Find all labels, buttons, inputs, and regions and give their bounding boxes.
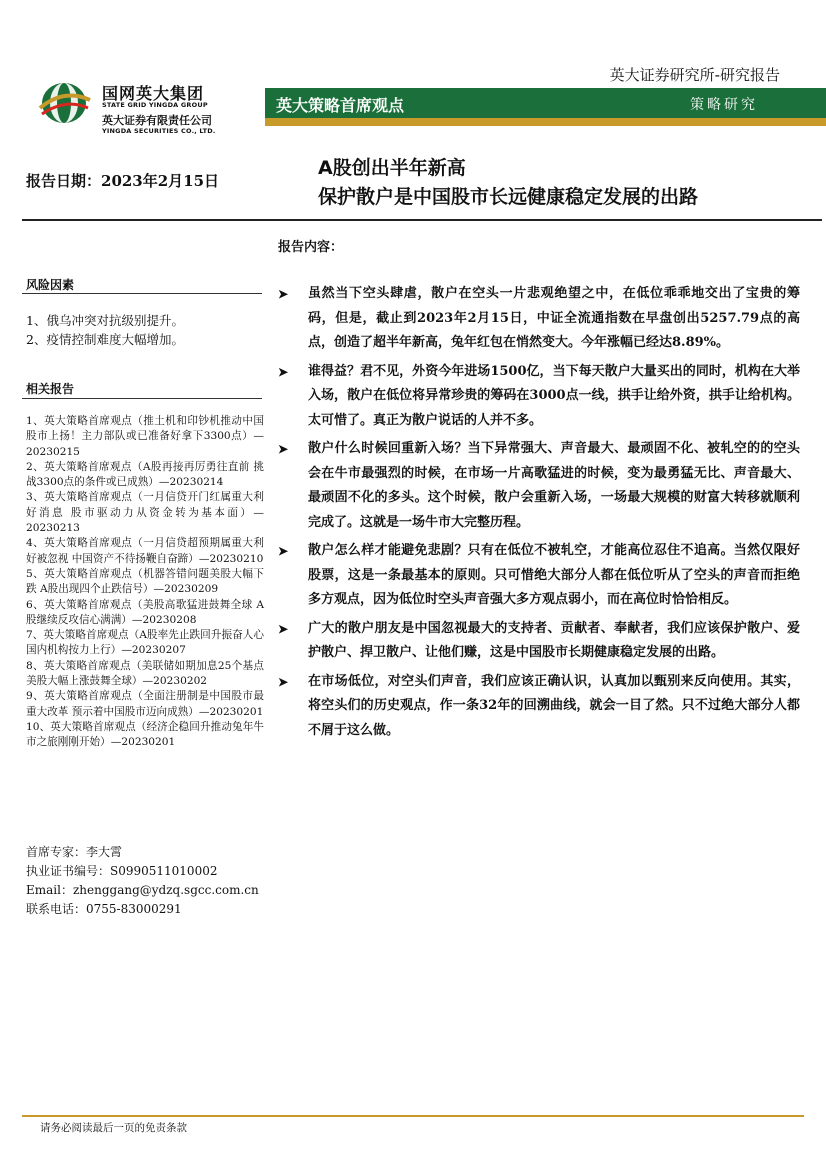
report-date: 报告日期：2023年2月15日 [26,172,220,190]
paragraph-text: 散户怎么样才能避免悲剧？只有在低位不被轧空，才能高位忍住不追高。当然仅限好股票，这是一条最基本的原则。只可惜绝大部分人都在低位听从了空头的声音而拒绝多方观点，因为低位时空头声音强大多方观点弱小，而在高位时恰恰相反。 [308,543,800,607]
contact-block [26,843,259,919]
arrow-bullet-icon: ➤ [278,442,289,456]
content-paragraph [278,282,800,356]
risk-divider [22,293,262,294]
banner-category: 策略研究 [690,97,758,113]
title-divider [22,219,822,221]
paragraph-text: 虽然当下空头肆虐，散户在空头一片悲观绝望之中，在低位乖乖地交出了宝贵的筹码，但是，截止到2023年2月15日，中证全流通指数在早盘创出5257.79点的高点，创造了超半年新高，兔年红包在悄然变大。今年涨幅已经达8.89%。 [308,286,800,350]
paragraph-text: 谁得益？君不见，外资今年进场1500亿，当下每天散户大量买出的同时，机构在大举入场，散户在低位将异常珍贵的筹码在3000点一线，拱手让给外资，拱手让给机构。太可惜了。真正为散户说话的人并不多。 [308,363,800,428]
report-title-line2: 保护散户是中国股市长远健康稳定发展的出路 [318,186,699,208]
company-name-en: YINGDA SECURITIES CO., LTD. [102,127,216,135]
paragraph-text: 在市场低位，对空头们声音，我们应该正确认识，认真加以甄别来反向使用。其实，将空头们的历史观点，作一条32年的回溯曲线，就会一目了然。只不过绝大部分人都不屑于这么做。 [308,673,800,738]
arrow-bullet-icon: ➤ [278,544,289,558]
logo-name-en: STATE GRID YINGDA GROUP [102,101,208,109]
company-logo [36,78,96,128]
footer-divider [22,1115,804,1117]
related-report-item: 2、英大策略首席观点（A股再接再厉勇往直前 挑战3300点的条件或已成熟）—20230214 [26,460,264,489]
contact-email: Email：zhenggang@ydzq.sgcc.com.cn [26,883,259,897]
related-report-list [26,414,264,751]
arrow-bullet-icon: ➤ [278,674,289,689]
institute-label: 英大证券研究所-研究报告 [609,66,780,84]
content-heading: 报告内容： [278,240,344,255]
risk-item: 1、俄乌冲突对抗级别提升。 [26,313,184,328]
related-report-item: 4、英大策略首席观点（一月信贷超预期属重大利好被忽视 中国资产不待扬鞭自奋蹄）—20230210 [26,537,264,565]
chief-expert: 首席专家：李大霄 [26,845,123,859]
related-report-item: 8、英大策略首席观点（美联储如期加息25个基点 美股大幅上涨鼓舞全球）—20230202 [26,659,264,688]
paragraph-text: 散户什么时候回重新入场？当下异常强大、声音最大、最顽固不化、被轧空的的空头会在牛市最强烈的时候，在市场一片高歌猛进的时候，变为最勇猛无比、声音最大、最顽固不化的多头。这个时候，散户会重新入场，一场最大规模的财富大转移就顺利完成了。这就是一场牛市大完整历程。 [308,441,800,530]
related-report-item: 6、英大策略首席观点（美股高歌猛进鼓舞全球 A股继续反攻信心满满）—20230208 [26,598,264,626]
risk-item: 2、疫情控制难度大幅增加。 [26,332,184,347]
content-paragraph [278,437,800,535]
contact-phone: 联系电话：0755-83000291 [26,902,182,916]
related-report-item: 5、英大策略首席观点（机器答错问题美股大幅下跌 A股出现四个止跌信号）—20230209 [26,567,264,596]
arrow-bullet-icon: ➤ [278,287,289,301]
report-title-line1: A股创出半年新高 [318,157,466,179]
related-report-item: 3、英大策略首席观点（一月信贷开门红属重大利好消息 股市驱动力从资金转为基本面）—20230213 [26,491,264,535]
banner-title: 英大策略首席观点 [276,96,405,115]
related-report-item: 7、英大策略首席观点（A股率先止跌回升振奋人心 国内机构按力上行）—20230207 [26,629,264,657]
content-paragraphs [278,282,800,747]
related-divider [22,398,262,399]
company-name-cn: 英大证券有限责任公司 [102,114,212,127]
content-paragraph [278,539,800,613]
logo-name-cn: 国网英大集团 [102,84,205,103]
content-paragraph [278,360,800,434]
content-paragraph [278,670,800,744]
arrow-bullet-icon: ➤ [278,621,289,636]
risk-heading: 风险因素 [26,278,75,292]
arrow-bullet-icon: ➤ [278,364,289,379]
related-report-item: 10、英大策略首席观点（经济企稳回升推动兔年牛市之旅刚刚开始）—20230201 [26,720,264,749]
related-report-item: 1、英大策略首席观点（推土机和印钞机推动中国股市上扬！主力部队或已准备好拿下3300点）—20230215 [26,415,264,458]
banner-gold-strip [265,118,826,126]
footer-disclaimer: 请务必阅读最后一页的免责条款 [40,1122,187,1134]
paragraph-text: 广大的散户朋友是中国忽视最大的支持者、贡献者、奉献者，我们应该保护散户、爱护散户、捍卫散户、让他们赚，这是中国股市长期健康稳定发展的出路。 [308,620,800,660]
related-heading: 相关报告 [26,382,75,396]
related-report-item: 9、英大策略首席观点（全面注册制是中国股市最重大改革 预示着中国股市迈向成熟）—20230201 [26,690,264,718]
license-number: 执业证书编号：S0990511010002 [26,864,218,878]
content-paragraph [278,617,800,666]
